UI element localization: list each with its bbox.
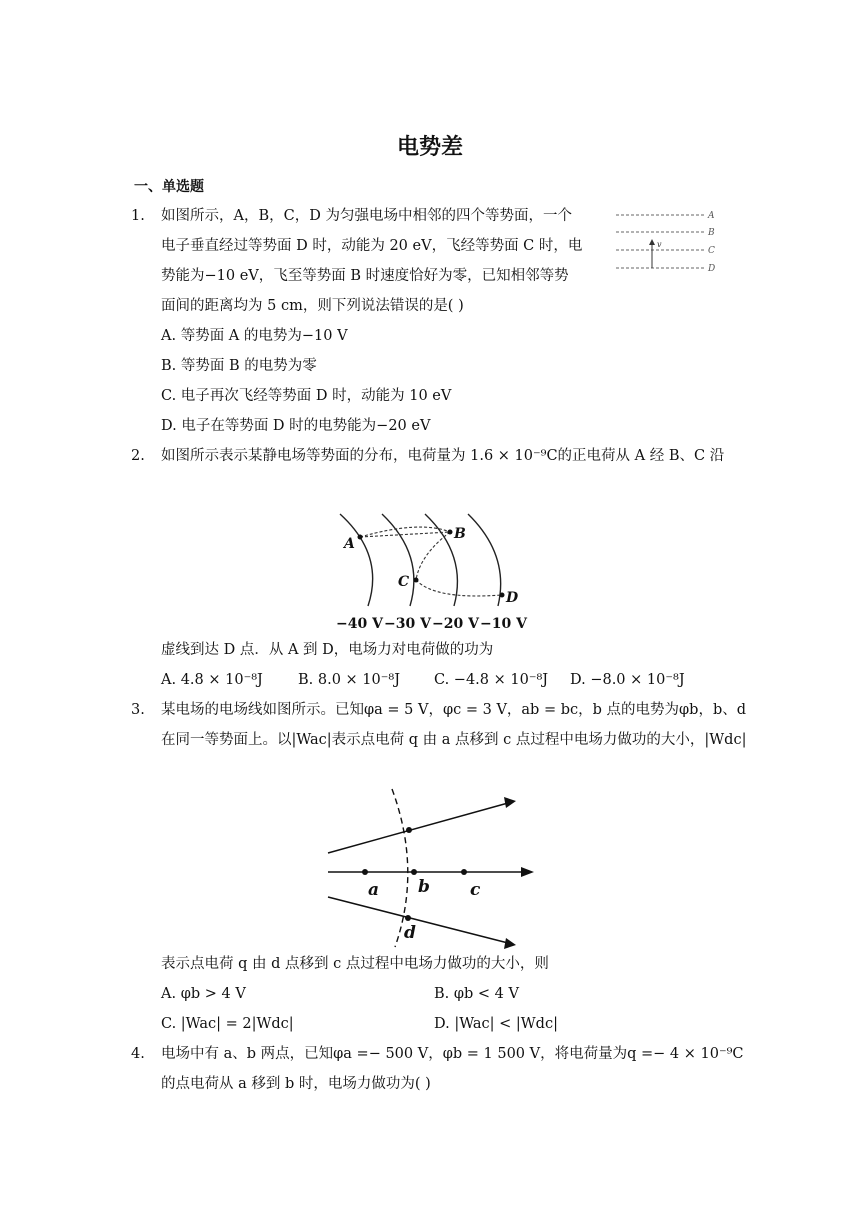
potential-minus-20: −20 V [432,616,479,632]
label-a: A [344,536,355,552]
label-c: c [470,880,481,900]
question-1-figure [612,206,732,278]
question-1-option-d: D. 电子在等势面 D 时的电势能为−20 eV [161,418,431,434]
question-1-option-c: C. 电子再次飞经等势面 D 时，动能为 10 eV [161,388,452,404]
label-a: a [368,880,380,900]
question-1-option-a: A. 等势面 A 的电势为−10 V [161,328,348,344]
label-b: b [418,877,430,897]
label-b: B [454,526,466,542]
question-1-line-2: 电子垂直经过等势面 D 时，动能为 20 eV，飞经等势面 C 时，电 [161,238,583,254]
point-d [500,593,505,598]
point-c [461,869,467,875]
question-4-line-1: 电场中有 a、b 两点，已知φa =− 500 V，φb = 1 500 V，将电荷量为q =− 4 × 10⁻⁹C [161,1046,744,1062]
question-1-number: 1. [131,208,145,224]
equipotential-minus-30 [382,514,414,606]
potential-minus-40: −40 V [336,616,383,632]
point-top [406,827,412,833]
plane-d-label: D [708,264,716,274]
velocity-label: v [657,240,662,249]
question-2-line-2: 虚线到达 D 点．从 A 到 D，电场力对电荷做的功为 [161,642,494,658]
question-1-option-b: B. 等势面 B 的电势为零 [161,358,317,374]
question-3-option-b: B. φb < 4 V [434,986,519,1002]
question-3-line-1: 某电场的电场线如图所示。已知φa = 5 V，φc = 3 V，ab = bc，b 点的电势为φb，b、d [161,702,747,718]
question-3-option-c: C. |Wac| = 2|Wdc| [161,1016,294,1032]
field-line-top [328,803,508,853]
question-3-number: 3. [131,702,145,718]
label-d: d [404,923,416,943]
plane-b-label: B [708,228,715,238]
label-d: D [506,590,519,606]
question-2-option-b: B. 8.0 × 10⁻⁸J [298,672,401,688]
potential-minus-10: −10 V [480,616,527,632]
page-title: 电势差 [396,135,463,160]
question-3-line-2: 在同一等势面上。以|Wac|表示点电荷 q 由 a 点移到 c 点过程中电场力做功的大小，|Wdc| [161,732,747,748]
plane-c-label: C [708,246,715,256]
question-2-number: 2. [131,448,145,464]
question-3-line-3: 表示点电荷 q 由 d 点移到 c 点过程中电场力做功的大小，则 [161,956,549,972]
question-2-line-1: 如图所示表示某静电场等势面的分布，电荷量为 1.6 × 10⁻⁹C的正电荷从 A 经 B、C 沿 [161,448,725,464]
equipotential-minus-40 [340,514,373,606]
question-2-option-c: C. −4.8 × 10⁻⁸J [434,672,549,688]
question-4-number: 4. [131,1046,145,1062]
question-2-option-d: D. −8.0 × 10⁻⁸J [570,672,685,688]
potential-minus-30: −30 V [384,616,431,632]
label-c: C [398,574,410,590]
point-a [358,535,363,540]
question-3-option-d: D. |Wac| < |Wdc| [434,1016,558,1032]
question-3-figure [320,785,545,950]
equipotential-minus-10 [468,514,501,606]
question-3-option-a: A. φb > 4 V [161,986,246,1002]
section-heading: 一、单选题 [134,179,204,195]
question-2-figure [330,510,540,635]
point-b [448,530,453,535]
field-line-bottom [328,897,508,943]
question-1-line-4: 面间的距离均为 5 cm，则下列说法错误的是( ) [161,298,464,314]
question-2-option-a: A. 4.8 × 10⁻⁸J [161,672,263,688]
dashed-path [360,527,502,596]
point-c [414,578,419,583]
plane-a-label: A [708,211,715,221]
question-1-line-1: 如图所示，A，B，C，D 为匀强电场中相邻的四个等势面，一个 [161,208,572,224]
point-b [411,869,417,875]
question-1-line-3: 势能为−10 eV，飞至等势面 B 时速度恰好为零，已知相邻等势 [161,268,569,284]
point-a [362,869,368,875]
question-4-line-2: 的点电荷从 a 移到 b 时，电场力做功为( ) [161,1076,431,1092]
point-d [405,915,411,921]
